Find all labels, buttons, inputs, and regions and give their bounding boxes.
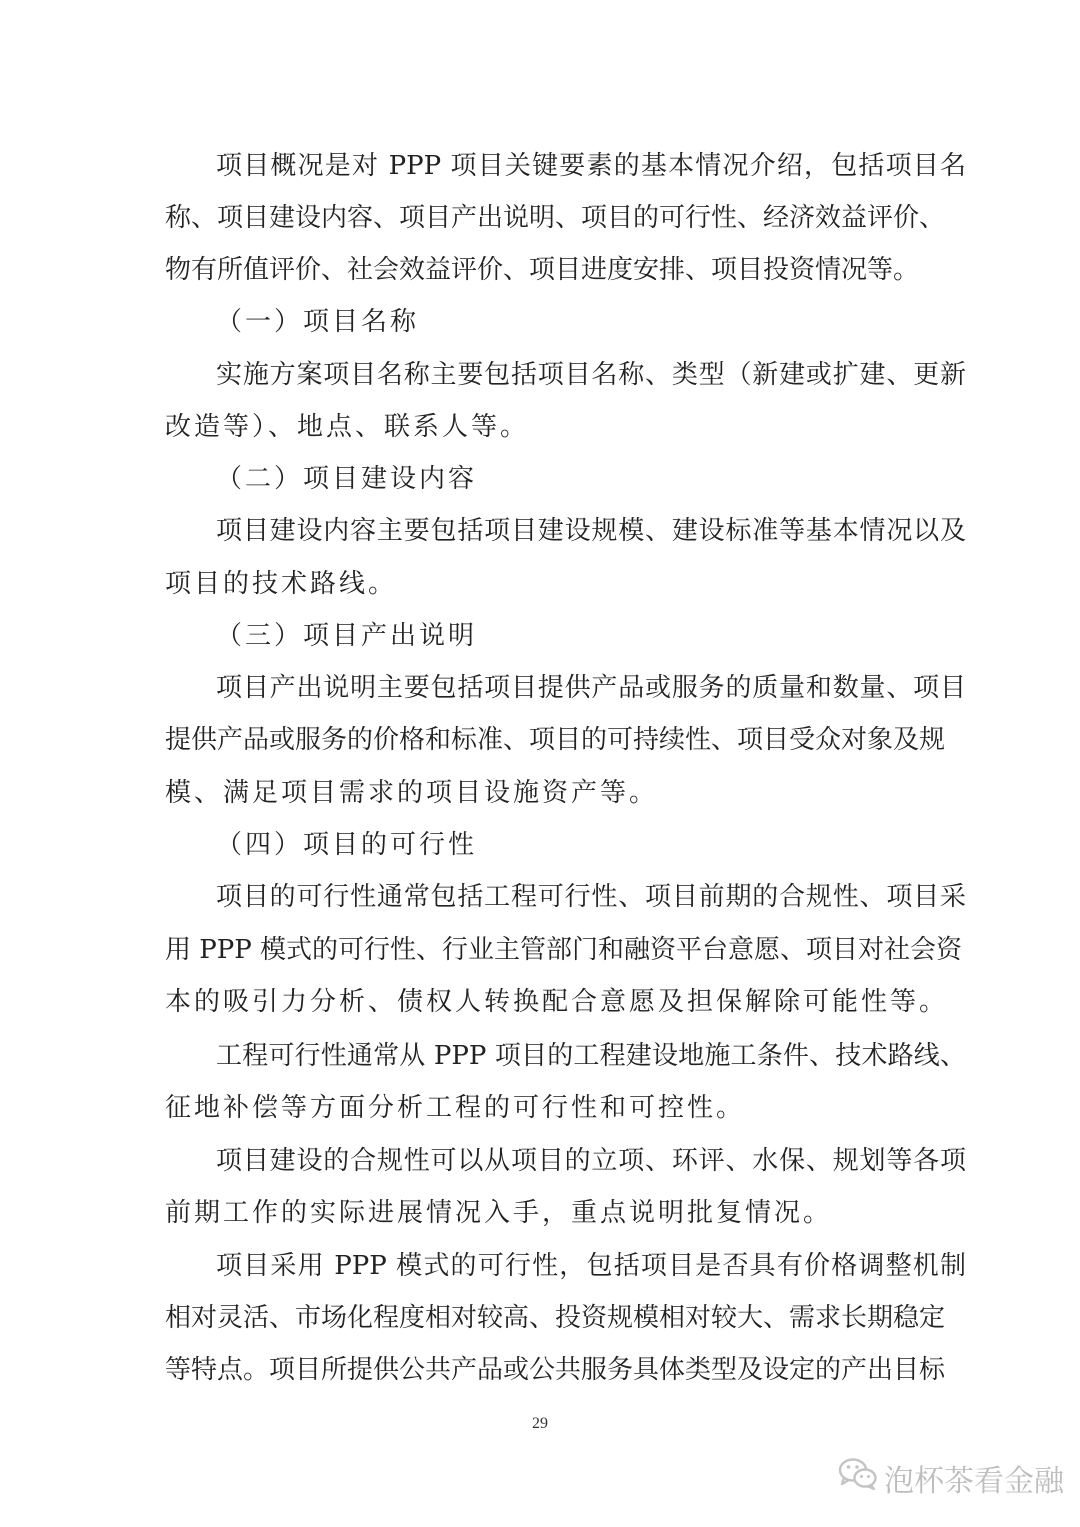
text-line: 项目的技术路线。 xyxy=(165,569,398,599)
wechat-icon xyxy=(838,1457,878,1499)
text-line: 称、项目建设内容、项目产出说明、项目的可行性、经济效益评价、 xyxy=(165,203,946,233)
text-line: 物有所值评价、社会效益评价、项目进度安排、项目投资情况等。 xyxy=(165,255,920,285)
text-line: 实施方案项目名称主要包括项目名称、类型（新建或扩建、更新 xyxy=(216,360,966,390)
text-line: 项目的可行性通常包括工程可行性、项目前期的合规性、项目采 xyxy=(216,882,966,912)
text-line: 提供产品或服务的价格和标准、项目的可持续性、项目受众对象及规 xyxy=(165,725,946,755)
text-line: 用 PPP 模式的可行性、行业主管部门和融资平台意愿、项目对社会资 xyxy=(165,935,963,965)
text-line: 项目建设内容主要包括项目建设规模、建设标准等基本情况以及 xyxy=(216,516,966,546)
text-line: 前期工作的实际进展情况入手，重点说明批复情况。 xyxy=(165,1198,833,1228)
section-heading: （四）项目的可行性 xyxy=(216,830,478,860)
section-heading: （二）项目建设内容 xyxy=(216,464,478,494)
text-line: 工程可行性通常从 PPP 项目的工程建设地施工条件、技术路线、 xyxy=(216,1041,966,1071)
text-line: 相对灵活、市场化程度相对较高、投资规模相对较大、需求长期稳定 xyxy=(165,1303,946,1333)
text-line: 项目概况是对 PPP 项目关键要素的基本情况介绍，包括项目名 xyxy=(216,151,966,181)
text-line: 模、满足项目需求的项目设施资产等。 xyxy=(165,778,659,808)
watermark-text: 泡杯茶看金融 xyxy=(884,1464,1064,1499)
section-heading: （三）项目产出说明 xyxy=(216,621,478,651)
text-line: 项目建设的合规性可以从项目的立项、环评、水保、规划等各项 xyxy=(216,1146,966,1176)
text-line: 项目产出说明主要包括项目提供产品或服务的质量和数量、项目 xyxy=(216,673,966,703)
text-line: 改造等）、地点、联系人等。 xyxy=(165,412,530,442)
text-line: 征地补偿等方面分析工程的可行性和可控性。 xyxy=(165,1093,746,1123)
page-number: 29 xyxy=(532,1415,548,1432)
watermark xyxy=(838,1458,1064,1498)
text-line: 本的吸引力分析、债权人转换配合意愿及担保解除可能性等。 xyxy=(165,987,949,1017)
section-heading: （一）项目名称 xyxy=(216,307,420,337)
text-line: 等特点。项目所提供公共产品或公共服务具体类型及设定的产出目标 xyxy=(165,1355,946,1385)
text-line: 项目采用 PPP 模式的可行性，包括项目是否具有价格调整机制 xyxy=(216,1251,966,1281)
